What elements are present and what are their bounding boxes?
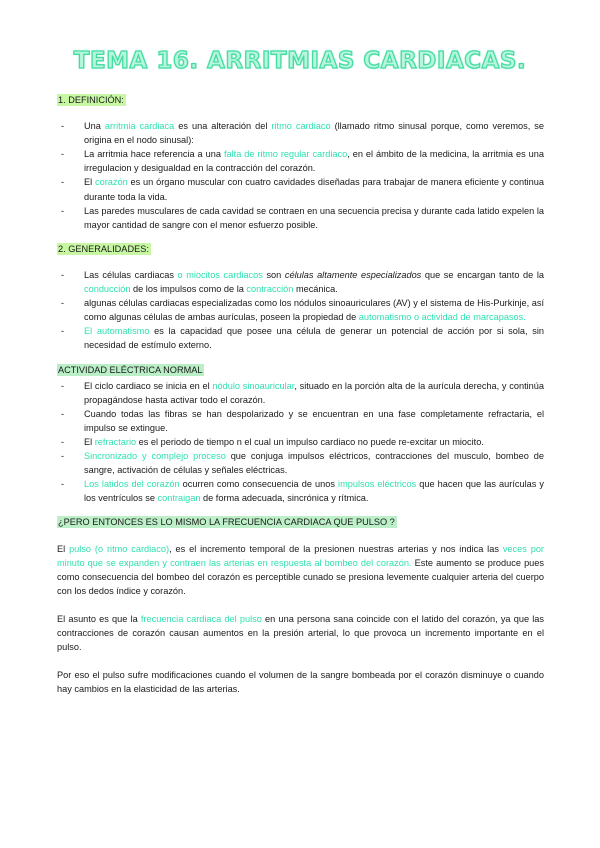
paragraph [57, 542, 544, 598]
list-item [57, 119, 544, 147]
section-heading: 1. DEFINICIÓN: [58, 95, 124, 105]
text-run: El [84, 436, 95, 447]
text-run: en una persona sana coincide con el latido del corazón, ya que las contracciones de corazón causan aumentos en la presión arterial, lo que provoca un incremento importante en el pulso. [57, 613, 544, 653]
highlighted-term: corazón [95, 177, 128, 188]
highlighted-term: falta de ritmo regular cardiaco [223, 149, 348, 160]
section-generalidades [57, 242, 544, 353]
text-run: que conjuga impulsos eléctricos, contracciones del musculo, bombeo de sangre, activación de células y señales eléctricas. [84, 451, 544, 476]
text-run: ocurren como consecuencia de unos [179, 479, 339, 490]
bullet-list [57, 119, 544, 232]
list-item [57, 407, 544, 435]
text-run: mecánica. [293, 284, 338, 295]
highlighted-term: ritmo cardiaco [271, 121, 331, 132]
text-run: Cuando todas las fibras se han despolarizado y se encuentran en una fase completamente refractaria, el impulso se extingue. [84, 408, 544, 433]
list-item [57, 147, 544, 175]
paragraph [57, 612, 544, 654]
text-run: Las células cardiacas [84, 269, 178, 280]
paragraph-list [57, 542, 544, 697]
section-actividad-electrica [57, 363, 544, 506]
section-heading: ¿PERO ENTONCES ES LO MISMO LA FRECUENCIA CARDIACA QUE PULSO ? [58, 517, 395, 528]
text-run: , es el incremento temporal de la presionen nuestras arterias y nos indica las [169, 543, 503, 554]
highlighted-term: impulsos eléctricos [338, 479, 417, 490]
highlighted-term: pulso (o ritmo cardiaco) [69, 543, 170, 554]
text-run: El asunto es que la [57, 613, 141, 624]
section-heading: ACTIVIDAD ELÉCTRICA NORMAL [58, 364, 203, 375]
text-run: que se encargan tanto de la [421, 269, 545, 280]
highlighted-term: nódulo sinoauricular [212, 380, 295, 391]
highlighted-term: veces por minuto que se expanden y contraen las arterias en respuesta al bombeo del corazón. [57, 543, 544, 568]
text-run: Por eso el pulso sufre modificaciones cuando el volumen de la sangre bombeada por el corazón disminuye o cuando hay cambios en la elasticidad de las arterias. [57, 670, 544, 695]
text-run: Una [84, 121, 105, 132]
highlighted-term: o miocitos cardiacos [177, 269, 263, 280]
text-run: Este aumento se produce pues como consecuencia del bombeo del corazón es perceptible cunado se presiona levemente cualquier arteria del cuerpo con los dedos índice y corazón. [57, 557, 544, 596]
bullet-list [57, 268, 544, 353]
text-run: es un órgano muscular con cuatro cavidades diseñadas para trabajar de manera eficiente y continua durante toda la vida. [84, 177, 544, 202]
text-run: es una alteración del [174, 121, 272, 132]
section-heading: 2. GENERALIDADES: [58, 243, 149, 254]
list-item [57, 296, 544, 324]
text-run: , en el ámbito de la medicina, la arritmia es una irregulacion y desigualdad en la contracción del corazón. [84, 149, 544, 174]
page-title: TEMA 16. ARRITMIAS CARDIACAS. [73, 48, 527, 74]
list-item [57, 324, 544, 352]
list-item [57, 204, 544, 232]
text-run: , situado en la porción alta de la aurícula derecha, y continúa propagándose hasta activar todo el corazón. [84, 380, 544, 405]
text-run: La arritmia hace referencia a una [84, 149, 224, 160]
paragraph [57, 668, 544, 696]
highlighted-term: contracción [246, 284, 294, 295]
text-run: El ciclo cardiaco se inicia en el [84, 380, 213, 391]
list-item [57, 477, 544, 505]
text-run: El [57, 543, 70, 554]
highlighted-term: refractario [94, 436, 137, 447]
list-item [57, 379, 544, 407]
text-run: son [262, 269, 285, 280]
section-pulso [57, 515, 544, 696]
highlighted-term: frecuencia cardiaca del pulso [140, 613, 262, 624]
highlighted-term: contraigan [157, 493, 201, 504]
text-run: de forma adecuada, sincrónica y rítmica. [200, 493, 369, 504]
text-run: células altamente especializados [284, 269, 422, 280]
highlighted-term: El automatismo [84, 326, 150, 337]
highlighted-term: arritmia cardiaca [104, 121, 175, 132]
text-run: El [84, 177, 95, 188]
bullet-list [57, 379, 544, 506]
text-run: es el periodo de tiempo n el cual un impulso cardiaco no puede re-excitar un miocito. [136, 436, 484, 447]
highlighted-term: conducción [84, 284, 131, 295]
document-body [57, 93, 544, 696]
text-run: algunas células cardiacas especializadas como los nódulos sinoauriculares (AV) y el sistema de His-Purkinje, así como algunas células de ambas aurículas, poseen la propiedad de [84, 298, 544, 323]
section-definicion [57, 93, 544, 232]
list-item [57, 449, 544, 477]
text-run: de los impulsos como de la [130, 284, 247, 295]
list-item [57, 435, 544, 449]
highlighted-term: automatismo o actividad de marcapasos. [358, 312, 526, 323]
text-run: Las paredes musculares de cada cavidad se contraen en una secuencia precisa y durante cada latido expelen la mayor cantidad de sangre con el menor esfuerzo posible. [84, 205, 544, 230]
highlighted-term: Sincronizado y complejo proceso [84, 451, 226, 462]
text-run: (llamado ritmo sinusal porque, como veremos, se origina en el nodo sinusal): [84, 121, 544, 146]
highlighted-term: Los latidos del corazón [84, 479, 180, 490]
list-item [57, 268, 544, 296]
text-run: es la capacidad que posee una célula de generar un potencial de acción por si sola, sin necesidad de estímulo externo. [84, 326, 544, 351]
text-run: que hacen que las aurículas y los ventrículos se [84, 479, 545, 504]
list-item [57, 175, 544, 203]
